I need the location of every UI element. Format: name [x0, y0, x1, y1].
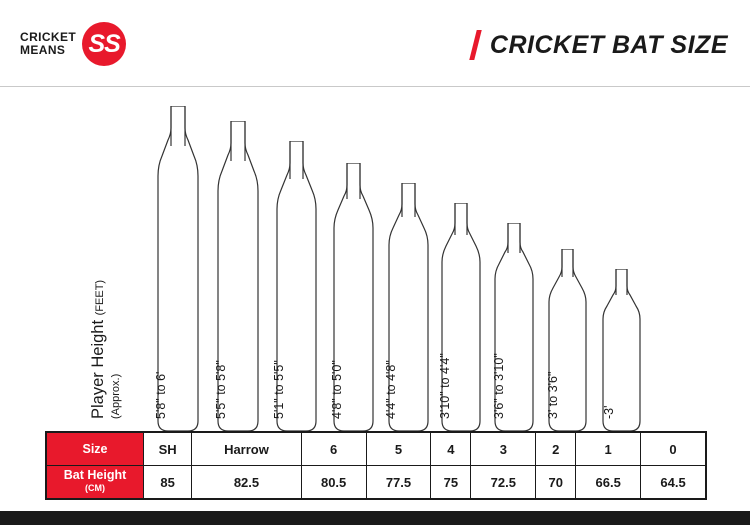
table-cell-height-2: 80.5 — [301, 466, 366, 499]
player-height-label-sh: 5'8" to 6' — [154, 371, 168, 419]
table-cell-height-6: 70 — [536, 466, 576, 499]
player-height-label-6: 5'1" to 5'5" — [272, 360, 286, 419]
page-title-text: CRICKET BAT SIZE — [489, 30, 728, 59]
brand-line2: MEANS — [20, 43, 66, 57]
player-height-label-5: 4'8" to 5'0" — [330, 360, 344, 419]
table-cell-size-2: 6 — [301, 433, 366, 466]
brand-badge: SS — [82, 22, 126, 66]
table-cell-height-5: 72.5 — [471, 466, 536, 499]
page-title — [473, 30, 728, 60]
y-axis-title: Player Height (FEET) — [89, 279, 107, 419]
table-row-bat-height — [47, 466, 706, 499]
table-cell-size-5: 3 — [471, 433, 536, 466]
player-height-label-4: 4'4" to 4'8" — [384, 360, 398, 419]
table-cell-size-1: Harrow — [192, 433, 301, 466]
y-axis-subtitle: (Approx.) — [110, 373, 122, 419]
table-cell-height-3: 77.5 — [366, 466, 431, 499]
brand-text — [20, 31, 76, 57]
row-header-size: Size — [47, 433, 144, 466]
table-cell-size-3: 5 — [366, 433, 431, 466]
table-cell-height-7: 66.5 — [576, 466, 641, 499]
row-header-bat-height-text: Bat Height — [63, 468, 127, 482]
size-table — [45, 431, 707, 500]
player-height-label-harrow: 5'5" to 5'8" — [214, 360, 228, 419]
table-row-size — [47, 433, 706, 466]
player-height-label-0: -3' — [602, 405, 616, 419]
table-cell-height-1: 82.5 — [192, 466, 301, 499]
player-height-label-3: 3'10" to 4'4" — [438, 353, 452, 419]
title-accent-bar — [469, 30, 481, 60]
table-cell-height-8: 64.5 — [641, 466, 706, 499]
table-cell-size-7: 1 — [576, 433, 641, 466]
player-height-label-1: 3' to 3'6" — [546, 371, 560, 419]
table-cell-height-0: 85 — [144, 466, 192, 499]
table-cell-size-4: 4 — [431, 433, 471, 466]
row-header-bat-height-unit: (CM) — [85, 483, 105, 493]
table-cell-size-6: 2 — [536, 433, 576, 466]
table-cell-size-8: 0 — [641, 433, 706, 466]
page-header — [0, 0, 750, 86]
brand-logo — [20, 22, 126, 66]
table-cell-size-0: SH — [144, 433, 192, 466]
table-cell-height-4: 75 — [431, 466, 471, 499]
player-height-label-2: 3'6" to 3'10" — [492, 353, 506, 419]
row-header-bat-height — [47, 466, 144, 499]
bat-size-chart — [0, 86, 750, 431]
brand-line1: CRICKET — [20, 30, 77, 44]
footer-bar — [0, 511, 750, 525]
